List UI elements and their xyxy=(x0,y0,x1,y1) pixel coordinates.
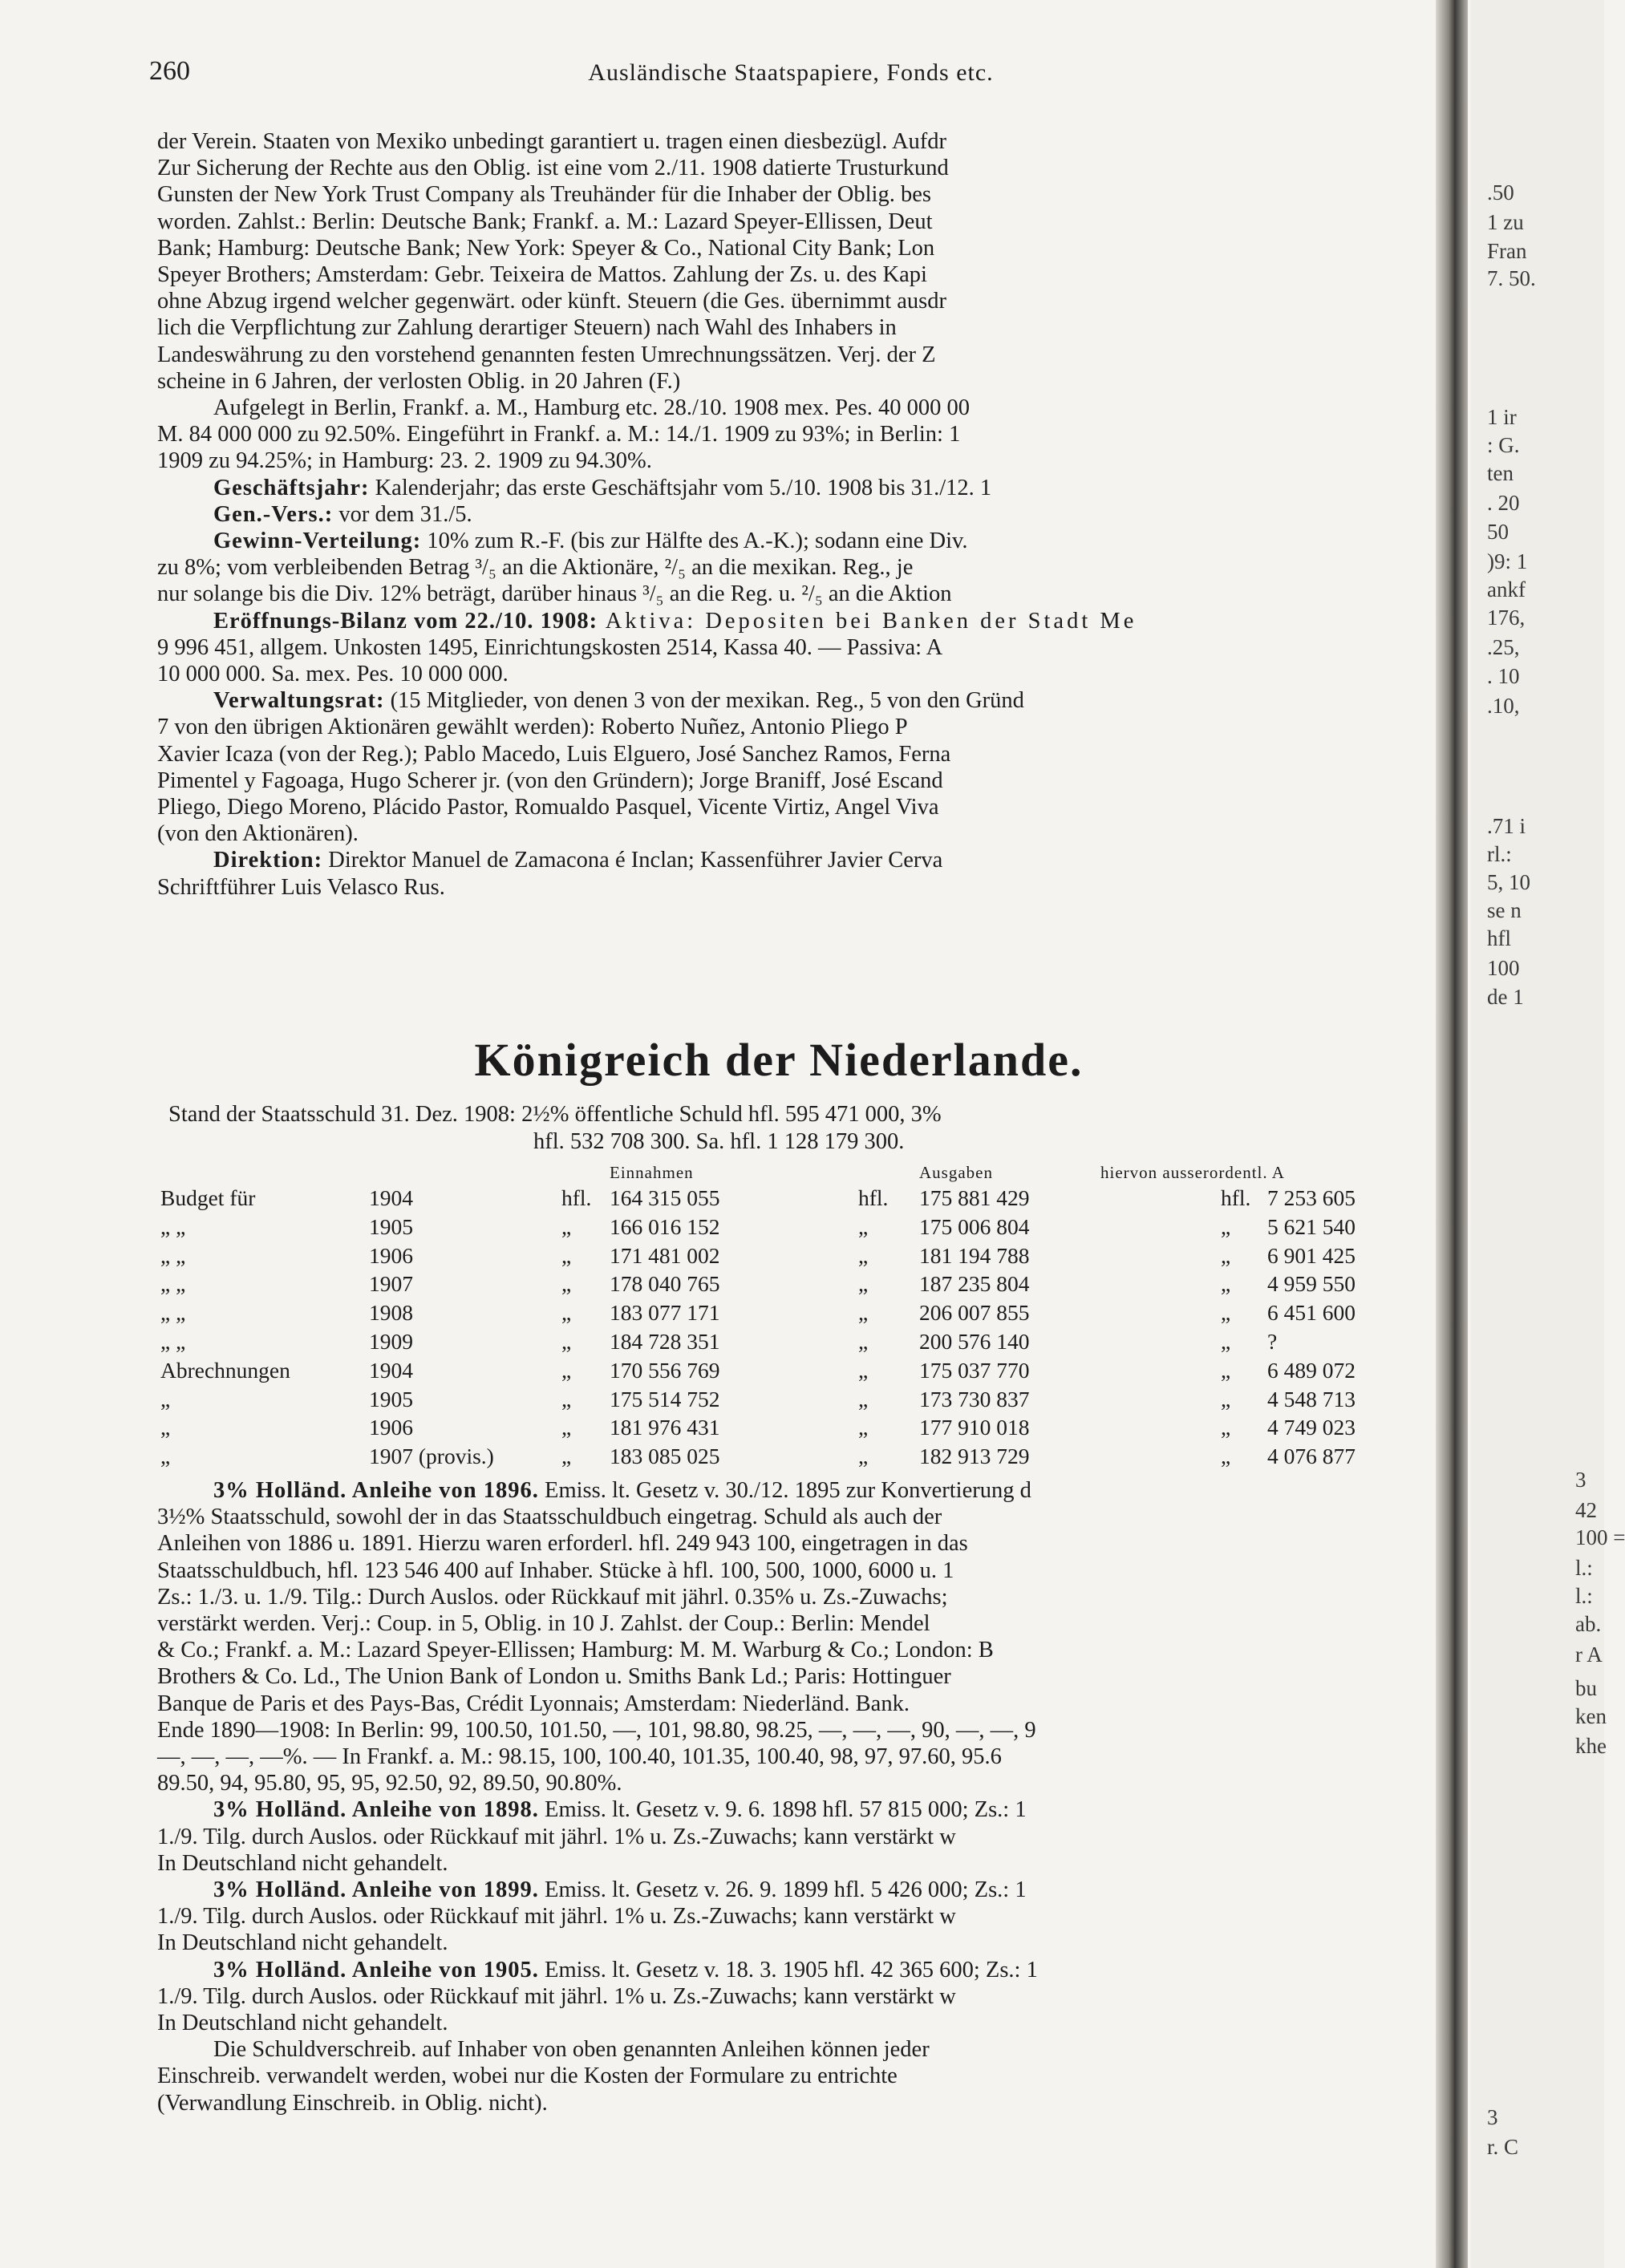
budget-row xyxy=(160,1214,1412,1243)
ausgaben-value: 175 881 429 xyxy=(919,1185,1030,1210)
text-line: Banque de Paris et des Pays-Bas, Crédit Lyonnais; Amsterdam: Niederländ. Bank. xyxy=(157,1691,910,1716)
text-line: —, —, —, —%. — In Frankf. a. M.: 98.15, 100, 100.40, 101.35, 100.40, 98, 97, 97.60, 95.6 xyxy=(157,1744,1002,1770)
text-line: scheine in 6 Jahren, der verlosten Oblig. in 20 Jahren (F.) xyxy=(157,368,681,394)
anleihe-1899-text: Emiss. lt. Gesetz v. 26. 9. 1899 hfl. 5 426 000; Zs.: 1 xyxy=(538,1877,1027,1903)
einnahmen-value: 178 040 765 xyxy=(610,1271,720,1297)
aufgelegt-line: Aufgelegt in Berlin, Frankf. a. M., Hamburg etc. 28./10. 1908 mex. Pes. 40 000 00 xyxy=(213,395,971,421)
unit-mark: hfl. xyxy=(858,1185,889,1210)
verwaltungsrat-entry xyxy=(157,687,1400,714)
text-line: 1./9. Tilg. durch Auslos. oder Rückkauf mit jährl. 1% u. Zs.-Zuwachs; kann verstärkt w xyxy=(157,1904,956,1930)
closing-line: Die Schuldverschreib. auf Inhaber von oben genannten Anleihen können jeder xyxy=(213,2037,930,2063)
anleihe-1905-label: 3% Holländ. Anleihe von 1905. xyxy=(213,1957,539,1982)
gewinn-entry xyxy=(157,528,1400,554)
row-label: „ „ xyxy=(160,1271,186,1297)
unit-mark: „ xyxy=(561,1357,572,1383)
margin-fragment: r A xyxy=(1575,1642,1603,1667)
margin-fragment: de 1 xyxy=(1487,985,1524,1009)
ausgaben-value: 200 576 140 xyxy=(919,1328,1030,1354)
unit-mark: hfl. xyxy=(1221,1185,1251,1210)
stand-der-staatsschuld xyxy=(168,1101,1404,1156)
budget-rows xyxy=(160,1185,1412,1472)
unit-mark: „ xyxy=(1221,1300,1231,1326)
unit-mark: „ xyxy=(561,1328,572,1354)
adjacent-page-margin xyxy=(1471,0,1625,2268)
text-line: Speyer Brothers; Amsterdam: Gebr. Teixeira de Mattos. Zahlung der Zs. u. des Kapi xyxy=(157,262,927,288)
verwaltungsrat-label: Verwaltungsrat: xyxy=(213,688,385,714)
text-line: (von den Aktionären). xyxy=(157,821,359,847)
text-line: 3½% Staatsschuld, sowohl der in das Staatsschuldbuch eingetrag. Schuld als auch der xyxy=(157,1505,942,1530)
margin-fragment: 3 xyxy=(1575,1468,1587,1492)
budget-row xyxy=(160,1243,1412,1272)
anleihe-1896-label: 3% Holländ. Anleihe von 1896. xyxy=(213,1478,539,1503)
section-title: Königreich der Niederlande. xyxy=(474,1034,1084,1086)
margin-fragment: 1 zu xyxy=(1487,210,1524,234)
text-line: Zs.: 1./3. u. 1./9. Tilg.: Durch Auslos. oder Rückkauf mit jährl. 0.35% u. Zs.-Zuwachs; xyxy=(157,1584,948,1610)
budget-row xyxy=(160,1387,1412,1415)
margin-fragment: 7. 50. xyxy=(1487,266,1536,290)
ausserordentl-value: 6 451 600 xyxy=(1267,1300,1356,1326)
margin-fragment: ankf xyxy=(1487,577,1526,601)
ausgaben-value: 181 194 788 xyxy=(919,1242,1030,1268)
einnahmen-value: 170 556 769 xyxy=(610,1357,720,1383)
ausserordentl-value: ? xyxy=(1267,1328,1278,1354)
bilanz-label: Eröffnungs-Bilanz vom 22./10. 1908: xyxy=(213,608,598,634)
genvers-text: vor dem 31./5. xyxy=(333,501,472,527)
anleihe-1898-label: 3% Holländ. Anleihe von 1898. xyxy=(213,1797,539,1823)
header-ausserordentl: hiervon ausserordentl. A xyxy=(1100,1163,1285,1182)
margin-fragment: 42 xyxy=(1575,1498,1597,1522)
row-label: Budget für xyxy=(160,1185,256,1210)
ausserordentl-value: 5 621 540 xyxy=(1267,1213,1356,1239)
margin-fragment: 50 xyxy=(1487,520,1509,544)
text-line: Staatsschuldbuch, hfl. 123 546 400 auf Inhaber. Stücke à hfl. 100, 500, 1000, 6000 u. 1 xyxy=(157,1557,954,1583)
text-line: & Co.; Frankf. a. M.: Lazard Speyer-Ellissen; Hamburg: M. M. Warburg & Co.; London: B xyxy=(157,1638,994,1663)
margin-fragment: .25, xyxy=(1487,635,1520,659)
header-einnahmen: Einnahmen xyxy=(610,1163,694,1182)
row-label: „ xyxy=(160,1415,171,1440)
unit-mark: „ xyxy=(1221,1357,1231,1383)
margin-fragment: bu xyxy=(1575,1676,1597,1700)
budget-row xyxy=(160,1444,1412,1472)
row-year: 1906 xyxy=(369,1242,413,1268)
unit-mark: „ xyxy=(561,1213,572,1239)
gewinn-text: 10% zum R.-F. (bis zur Hälfte des A.-K.); sodann eine Div. xyxy=(421,529,968,554)
row-label: „ „ xyxy=(160,1300,186,1326)
row-label: „ xyxy=(160,1444,171,1469)
einnahmen-value: 181 976 431 xyxy=(610,1415,720,1440)
row-year: 1907 xyxy=(369,1271,413,1297)
einnahmen-value: 184 728 351 xyxy=(610,1328,720,1354)
row-year: 1908 xyxy=(369,1300,413,1326)
margin-fragment: .71 i xyxy=(1487,814,1526,838)
stand-line: Stand der Staatsschuld 31. Dez. 1908: 2½% öffentliche Schuld hfl. 595 471 000, 3% xyxy=(168,1102,942,1127)
text-line: In Deutschland nicht gehandelt. xyxy=(157,2011,448,2036)
text-line: nur solange bis die Div. 12% beträgt, darüber hinaus ³/₅ an die Reg. u. ²/₅ an die Aktion xyxy=(157,581,952,607)
text-line: Pliego, Diego Moreno, Plácido Pastor, Romualdo Pasquel, Vicente Virtiz, Angel Viva xyxy=(157,795,939,820)
row-label: „ „ xyxy=(160,1242,186,1268)
margin-fragment: l.: xyxy=(1575,1584,1593,1608)
main-column-bottom xyxy=(157,1477,1400,2116)
margin-fragment: l.: xyxy=(1575,1556,1593,1580)
ausgaben-value: 206 007 855 xyxy=(919,1300,1030,1326)
direktion-label: Direktion: xyxy=(213,848,323,873)
margin-fragment: khe xyxy=(1575,1734,1607,1758)
margin-fragment: rl.: xyxy=(1487,842,1512,866)
unit-mark: „ xyxy=(1221,1444,1231,1469)
row-label: Abrechnungen xyxy=(160,1357,290,1383)
budget-row xyxy=(160,1329,1412,1358)
anleihe-1896-text: Emiss. lt. Gesetz v. 30./12. 1895 zur Konvertierung d xyxy=(538,1478,1031,1503)
unit-mark: „ xyxy=(858,1271,869,1297)
unit-mark: „ xyxy=(561,1386,572,1411)
page-header xyxy=(149,56,1433,88)
text-line: 10 000 000. Sa. mex. Pes. 10 000 000. xyxy=(157,662,509,687)
closing-line: Einschreib. verwandelt werden, wobei nur die Kosten der Formulare zu entrichte xyxy=(157,2063,898,2089)
geschaeftsjahr-label: Geschäftsjahr: xyxy=(213,475,370,500)
margin-fragment: 176, xyxy=(1487,605,1526,630)
unit-mark: „ xyxy=(858,1444,869,1469)
genvers-label: Gen.-Vers.: xyxy=(213,501,334,527)
margin-fragment: hfl xyxy=(1487,926,1511,950)
text-line: Bank; Hamburg: Deutsche Bank; New York: Speyer & Co., National City Bank; Lon xyxy=(157,235,935,261)
ausserordentl-value: 6 901 425 xyxy=(1267,1242,1356,1268)
margin-fragment: se n xyxy=(1487,898,1522,922)
anleihe-1899-entry xyxy=(157,1877,1400,1903)
ausgaben-value: 175 006 804 xyxy=(919,1213,1030,1239)
stand-line: hfl. 532 708 300. Sa. hfl. 1 128 179 300. xyxy=(533,1129,905,1154)
unit-mark: „ xyxy=(1221,1271,1231,1297)
margin-fragment: . 10 xyxy=(1487,664,1520,688)
budget-row xyxy=(160,1415,1412,1444)
ausgaben-value: 177 910 018 xyxy=(919,1415,1030,1440)
margin-fragment: 1 ir xyxy=(1487,405,1517,429)
text-line: 1./9. Tilg. durch Auslos. oder Rückkauf mit jährl. 1% u. Zs.-Zuwachs; kann verstärkt w xyxy=(157,1824,956,1849)
unit-mark: „ xyxy=(1221,1328,1231,1354)
direktion-entry xyxy=(157,847,1400,873)
text-line: zu 8%; vom verbleibenden Betrag ³/₅ an die Aktionäre, ²/₅ an die mexikan. Reg., je xyxy=(157,555,914,581)
anleihe-1905-entry xyxy=(157,1957,1400,1983)
unit-mark: „ xyxy=(858,1242,869,1268)
unit-mark: „ xyxy=(858,1357,869,1383)
margin-fragment: ab. xyxy=(1575,1612,1602,1636)
row-label: „ „ xyxy=(160,1213,186,1239)
unit-mark: „ xyxy=(858,1300,869,1326)
anleihe-1899-label: 3% Holländ. Anleihe von 1899. xyxy=(213,1877,539,1903)
text-line: Zur Sicherung der Rechte aus den Oblig. ist eine vom 2./11. 1908 datierte Trusturkund xyxy=(157,156,949,181)
margin-fragment: 3 xyxy=(1487,2105,1498,2129)
text-line: worden. Zahlst.: Berlin: Deutsche Bank; Frankf. a. M.: Lazard Speyer-Ellissen, Deut xyxy=(157,209,933,234)
aufgelegt-line: 1909 zu 94.25%; in Hamburg: 23. 2. 1909 zu 94.30%. xyxy=(157,448,652,474)
closing-line: (Verwandlung Einschreib. in Oblig. nicht). xyxy=(157,2090,548,2116)
ausserordentl-value: 7 253 605 xyxy=(1267,1185,1356,1210)
ausserordentl-value: 4 076 877 xyxy=(1267,1444,1356,1469)
text-line: 1./9. Tilg. durch Auslos. oder Rückkauf mit jährl. 1% u. Zs.-Zuwachs; kann verstärkt w xyxy=(157,1983,956,2009)
text-line: Pimentel y Fagoaga, Hugo Scherer jr. (von den Gründern); Jorge Braniff, José Escand xyxy=(157,767,943,793)
budget-table xyxy=(160,1163,1412,1472)
bilanz-entry xyxy=(157,608,1400,634)
einnahmen-value: 175 514 752 xyxy=(610,1386,720,1411)
row-year: 1909 xyxy=(369,1328,413,1354)
text-line: Anleihen von 1886 u. 1891. Hierzu waren erforderl. hfl. 249 943 100, eingetragen in das xyxy=(157,1531,968,1557)
text-line: In Deutschland nicht gehandelt. xyxy=(157,1850,448,1876)
text-line: Brothers & Co. Ld., The Union Bank of London u. Smiths Bank Ld.; Paris: Hottinguer xyxy=(157,1664,951,1690)
unit-mark: hfl. xyxy=(561,1185,592,1210)
unit-mark: „ xyxy=(858,1386,869,1411)
running-title: Ausländische Staatspapiere, Fonds etc. xyxy=(588,59,994,86)
anleihe-1896-entry xyxy=(157,1477,1400,1504)
ausgaben-value: 182 913 729 xyxy=(919,1444,1030,1469)
gewinn-label: Gewinn-Verteilung: xyxy=(213,529,422,554)
header-ausgaben: Ausgaben xyxy=(919,1163,993,1182)
margin-fragment: : G. xyxy=(1487,433,1520,457)
einnahmen-value: 166 016 152 xyxy=(610,1213,720,1239)
anleihe-1905-text: Emiss. lt. Gesetz v. 18. 3. 1905 hfl. 42 365 600; Zs.: 1 xyxy=(538,1957,1038,1982)
unit-mark: „ xyxy=(561,1415,572,1440)
text-line: Schriftführer Luis Velasco Rus. xyxy=(157,874,445,900)
margin-fragment: 100 xyxy=(1487,956,1520,980)
margin-fragment: 100 = xyxy=(1575,1525,1625,1549)
unit-mark: „ xyxy=(561,1300,572,1326)
row-year: 1905 xyxy=(369,1213,413,1239)
verwaltungsrat-text: (15 Mitglieder, von denen 3 von der mexikan. Reg., 5 von den Gründ xyxy=(384,688,1024,714)
row-year: 1904 xyxy=(369,1357,413,1383)
einnahmen-value: 171 481 002 xyxy=(610,1242,720,1268)
geschaeftsjahr-text: Kalenderjahr; das erste Geschäftsjahr vom 5./10. 1908 bis 31./12. 1 xyxy=(369,475,992,500)
aufgelegt-line: M. 84 000 000 zu 92.50%. Eingeführt in Frankf. a. M.: 14./1. 1909 zu 93%; in Berlin: 1 xyxy=(157,422,961,448)
text-line: Ende 1890—1908: In Berlin: 99, 100.50, 101.50, —, 101, 98.80, 98.25, —, —, —, 90, —, —, 9 xyxy=(157,1717,1036,1743)
margin-fragment: . 20 xyxy=(1487,491,1520,515)
ausserordentl-value: 4 959 550 xyxy=(1267,1271,1356,1297)
unit-mark: „ xyxy=(1221,1242,1231,1268)
budget-row xyxy=(160,1300,1412,1329)
row-year: 1905 xyxy=(369,1386,413,1411)
unit-mark: „ xyxy=(561,1271,572,1297)
budget-header-row xyxy=(160,1163,1412,1185)
main-column-top xyxy=(157,128,1400,901)
book-gutter-edge xyxy=(1436,0,1468,2268)
unit-mark: „ xyxy=(858,1213,869,1239)
text-line: der Verein. Staaten von Mexiko unbedingt garantiert u. tragen einen diesbezügl. Aufdr xyxy=(157,129,947,154)
margin-fragment: 5, 10 xyxy=(1487,870,1530,894)
text-line: lich die Verpflichtung zur Zahlung derartiger Steuern) nach Wahl des Inhabers in xyxy=(157,315,897,341)
page-number: 260 xyxy=(149,56,190,86)
margin-fragment: Fran xyxy=(1487,239,1527,263)
text-line: 89.50, 94, 95.80, 95, 95, 92.50, 92, 89.50, 90.80%. xyxy=(157,1771,622,1796)
text-line: Xavier Icaza (von der Reg.); Pablo Macedo, Luis Elguero, José Sanchez Ramos, Ferna xyxy=(157,741,951,767)
einnahmen-value: 164 315 055 xyxy=(610,1185,720,1210)
text-line: 9 996 451, allgem. Unkosten 1495, Einrichtungskosten 2514, Kassa 40. — Passiva: A xyxy=(157,634,943,660)
margin-fragment: ken xyxy=(1575,1704,1607,1728)
einnahmen-value: 183 085 025 xyxy=(610,1444,720,1469)
text-line: verstärkt werden. Verj.: Coup. in 5, Oblig. in 10 J. Zahlst. der Coup.: Berlin: Mendel xyxy=(157,1611,930,1637)
geschaeftsjahr-entry xyxy=(157,475,1400,501)
text-line: Gunsten der New York Trust Company als Treuhänder für die Inhaber der Oblig. bes xyxy=(157,182,931,208)
unit-mark: „ xyxy=(1221,1213,1231,1239)
unit-mark: „ xyxy=(1221,1415,1231,1440)
anleihe-1898-entry xyxy=(157,1796,1400,1823)
budget-row xyxy=(160,1185,1412,1214)
ausserordentl-value: 6 489 072 xyxy=(1267,1357,1356,1383)
ausgaben-value: 175 037 770 xyxy=(919,1357,1030,1383)
ausgaben-value: 173 730 837 xyxy=(919,1386,1030,1411)
direktion-text: Direktor Manuel de Zamacona é Inclan; Kassenführer Javier Cerva xyxy=(322,848,943,873)
margin-fragment: .50 xyxy=(1487,180,1514,205)
anleihe-1898-text: Emiss. lt. Gesetz v. 9. 6. 1898 hfl. 57 815 000; Zs.: 1 xyxy=(538,1797,1027,1823)
einnahmen-value: 183 077 171 xyxy=(610,1300,720,1326)
bilanz-text: Aktiva: Depositen bei Banken der Stadt Me xyxy=(598,608,1137,634)
row-year: 1907 (provis.) xyxy=(369,1444,494,1469)
margin-fragment: r. C xyxy=(1487,2135,1519,2159)
ausserordentl-value: 4 548 713 xyxy=(1267,1386,1356,1411)
unit-mark: „ xyxy=(858,1415,869,1440)
unit-mark: „ xyxy=(561,1242,572,1268)
text-line: ohne Abzug irgend welcher gegenwärt. oder künft. Steuern (die Ges. übernimmt ausdr xyxy=(157,289,947,314)
ausserordentl-value: 4 749 023 xyxy=(1267,1415,1356,1440)
unit-mark: „ xyxy=(1221,1386,1231,1411)
unit-mark: „ xyxy=(858,1328,869,1354)
budget-row xyxy=(160,1358,1412,1387)
text-line: 7 von den übrigen Aktionären gewählt werden): Roberto Nuñez, Antonio Pliego P xyxy=(157,715,908,740)
unit-mark: „ xyxy=(561,1444,572,1469)
genvers-entry xyxy=(157,501,1400,528)
row-year: 1906 xyxy=(369,1415,413,1440)
margin-fragment: ten xyxy=(1487,461,1514,485)
margin-fragment: )9: 1 xyxy=(1487,549,1528,573)
ausgaben-value: 187 235 804 xyxy=(919,1271,1030,1297)
budget-row xyxy=(160,1271,1412,1300)
text-line: In Deutschland nicht gehandelt. xyxy=(157,1930,448,1956)
row-year: 1904 xyxy=(369,1185,413,1210)
margin-fragment: .10, xyxy=(1487,694,1520,718)
row-label: „ xyxy=(160,1386,171,1411)
row-label: „ „ xyxy=(160,1328,186,1354)
text-line: Landeswährung zu den vorstehend genannten festen Umrechnungssätzen. Verj. der Z xyxy=(157,342,936,367)
